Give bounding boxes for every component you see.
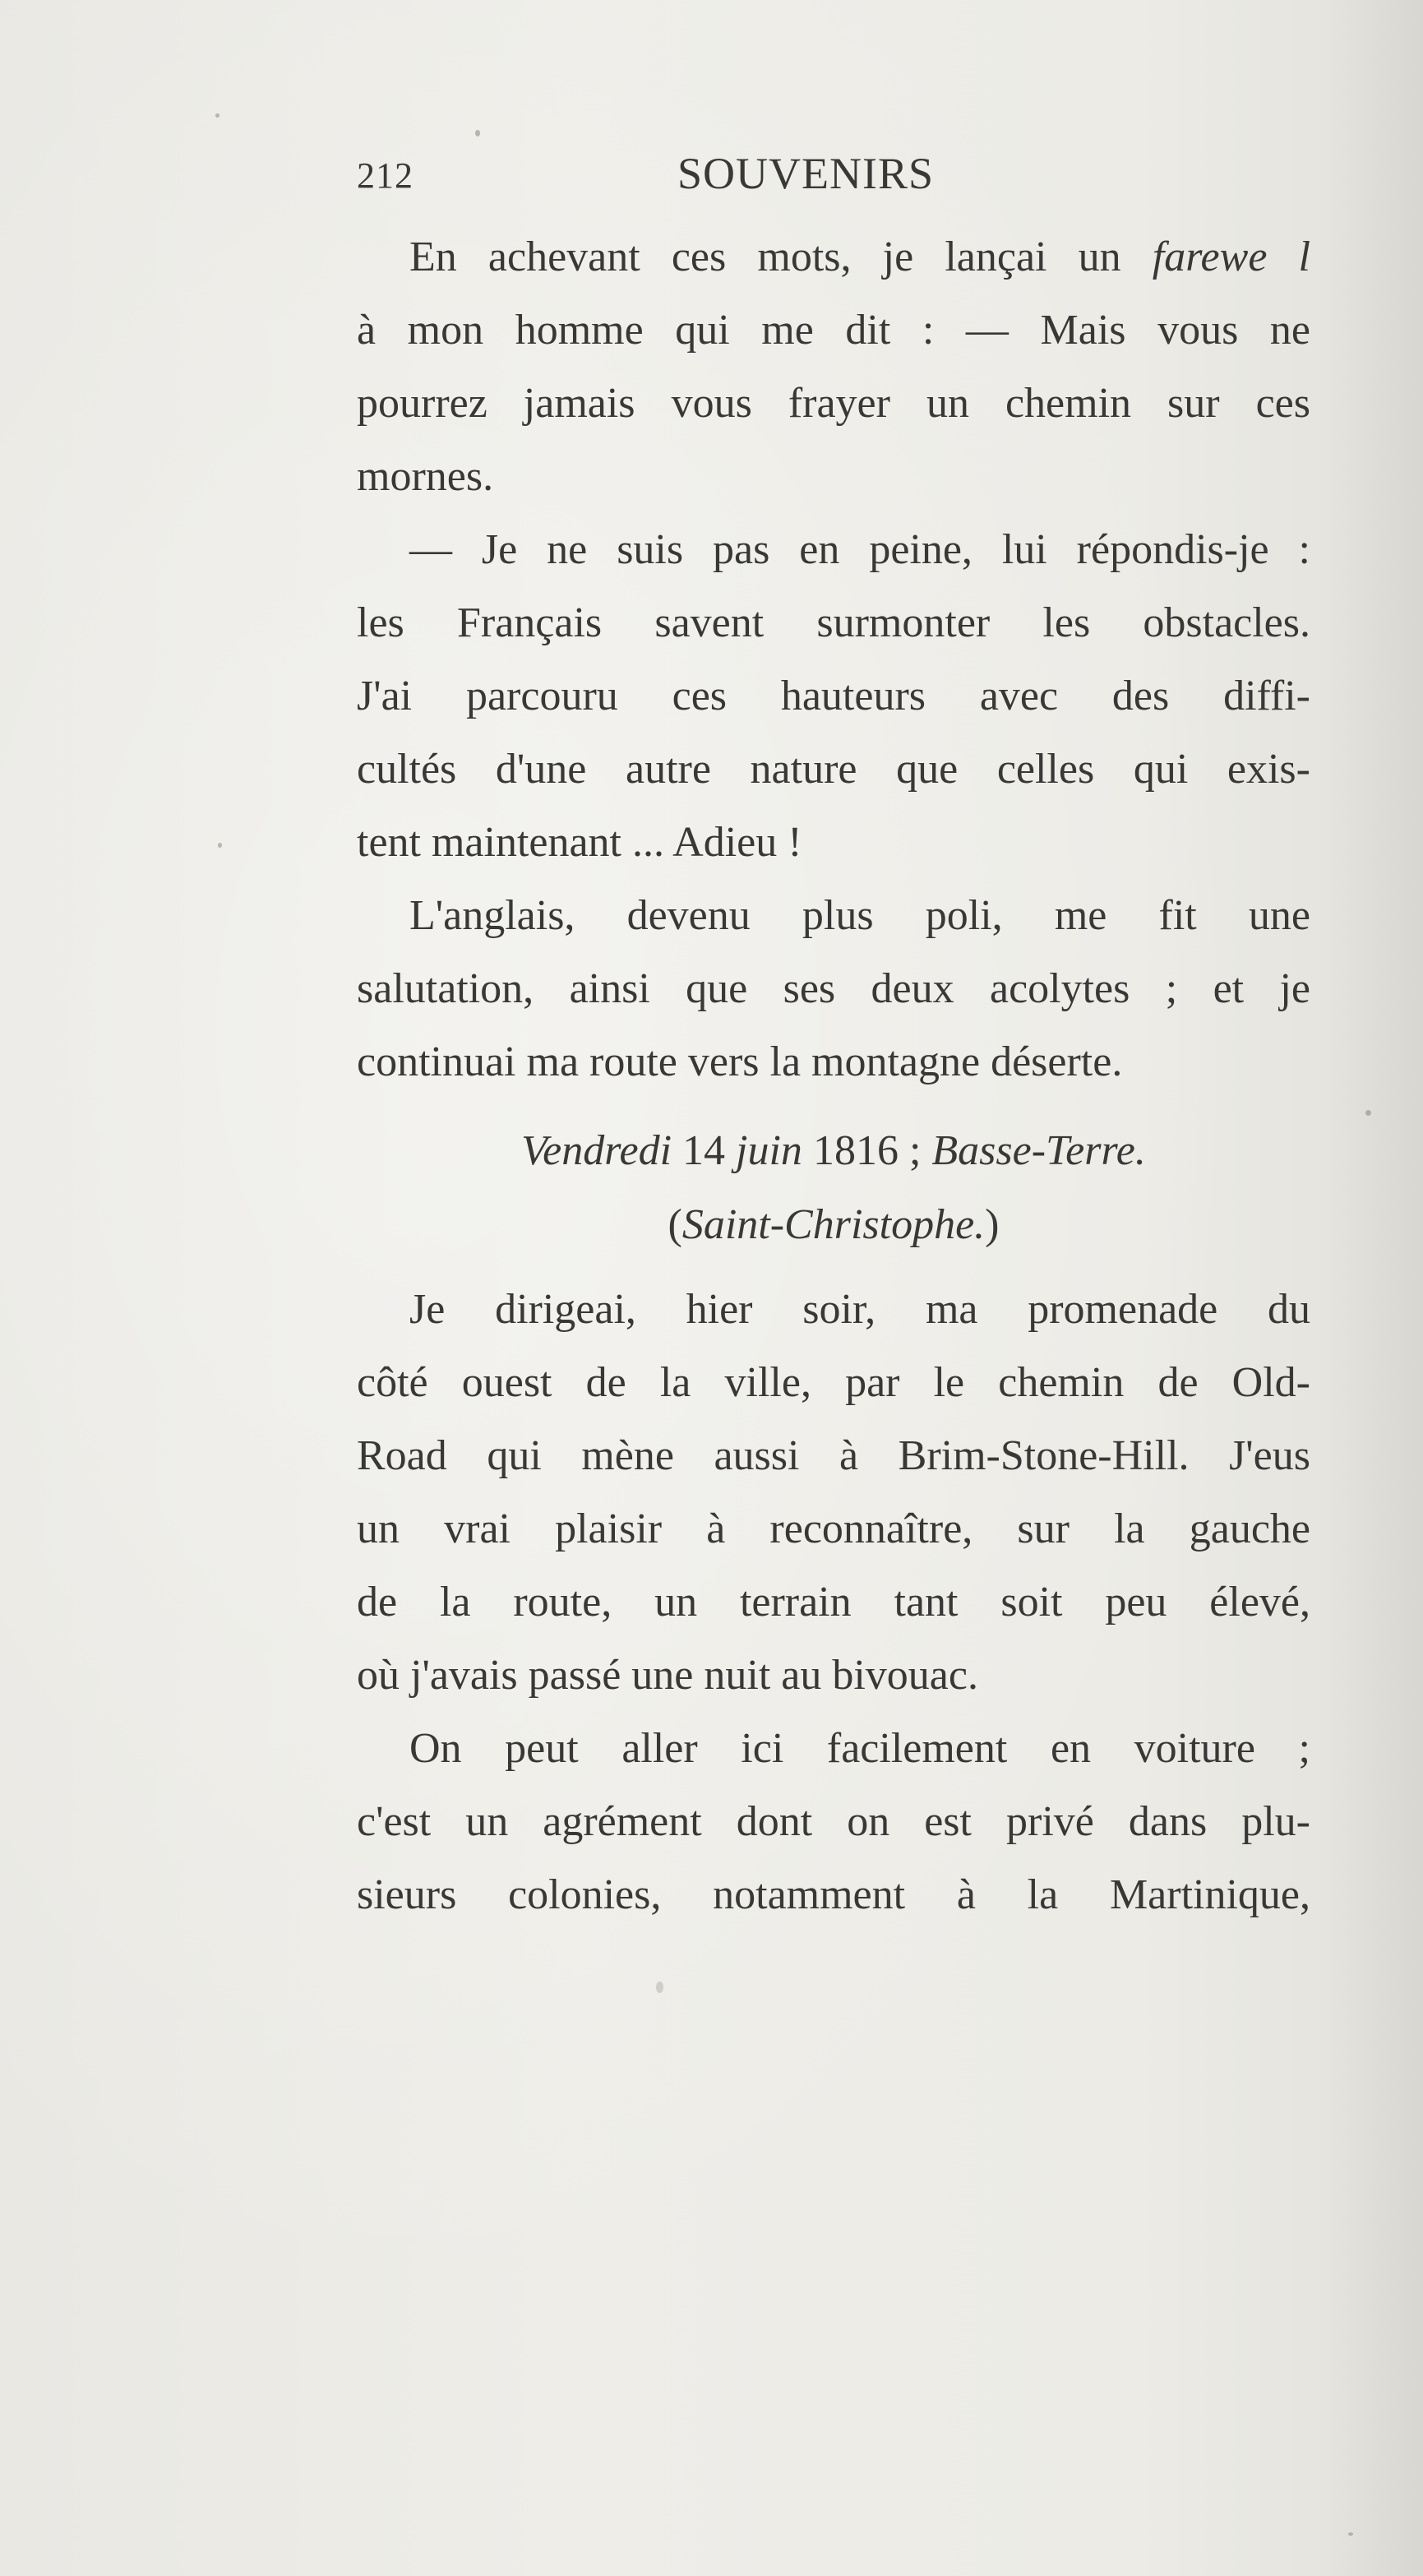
italic-word: farewe l — [1152, 234, 1310, 280]
text-run: En achevant ces mots, je lançai un — [409, 234, 1153, 280]
date-heading — [357, 1114, 1310, 1262]
text-line: Road qui mène aussi à Brim-Stone-Hill. J'eus — [357, 1432, 1310, 1479]
text-line: où j'avais passé une nuit au bivouac. — [357, 1652, 978, 1699]
paper-speck — [1365, 1110, 1371, 1116]
page-edge-shadow — [1324, 0, 1423, 2576]
text-line: mornes. — [357, 453, 494, 500]
paper-speck — [1348, 2532, 1353, 2536]
text-block-lower — [357, 1273, 1310, 1931]
text-line: cultés d'une autre nature que celles qui exis- — [357, 746, 1310, 793]
page-number: 212 — [357, 155, 414, 196]
date-place-2: Saint-Christophe. — [681, 1201, 986, 1248]
text-line: tent maintenant ... Adieu ! — [357, 819, 802, 866]
text-line: c'est un agrément dont on est privé dans plu- — [357, 1798, 1310, 1845]
text-line: — Je ne suis pas en peine, lui répondis-je : — [409, 526, 1310, 573]
paper-speck — [215, 113, 219, 118]
text-block-upper — [357, 220, 1310, 1098]
text-line: On peut aller ici facilement en voiture ; — [409, 1725, 1310, 1772]
text-line: de la route, un terrain tant soit peu élevé, — [357, 1579, 1310, 1626]
text-line: un vrai plaisir à reconnaître, sur la gauche — [357, 1505, 1310, 1552]
paren-close: ) — [985, 1201, 1000, 1248]
date-place: Basse-Terre. — [931, 1127, 1146, 1174]
date-heading-line — [357, 1188, 1310, 1262]
text-line: continuai ma route vers la montagne déserte. — [357, 1038, 1123, 1085]
text-line: salutation, ainsi que ses deux acolytes ; et je — [357, 965, 1310, 1012]
text-line: les Français savent surmonter les obstacles. — [357, 599, 1310, 646]
date-heading-line — [357, 1114, 1310, 1188]
text-line — [357, 220, 1310, 294]
date-month: juin — [736, 1127, 802, 1174]
page-header — [357, 148, 1179, 206]
date-year: 1816 ; — [802, 1127, 932, 1174]
text-line: Je dirigeai, hier soir, ma promenade du — [409, 1286, 1310, 1333]
text-line: L'anglais, devenu plus poli, me fit une — [409, 892, 1310, 939]
text-line: J'ai parcouru ces hauteurs avec des diffi- — [357, 673, 1310, 719]
text-line: pourrez jamais vous frayer un chemin sur ces — [357, 380, 1310, 427]
text-line: côté ouest de la ville, par le chemin de Old- — [357, 1359, 1310, 1406]
text-line: à mon homme qui me dit : — Mais vous ne — [357, 307, 1310, 354]
paper-speck — [475, 130, 480, 136]
text-line: sieurs colonies, notamment à la Martinique, — [357, 1871, 1310, 1918]
running-head: SOUVENIRS — [677, 149, 935, 198]
date-day: Vendredi — [521, 1127, 672, 1174]
paren-open: ( — [668, 1201, 682, 1248]
date-number: 14 — [672, 1127, 737, 1174]
paper-speck — [656, 1982, 663, 1993]
paper-speck — [218, 843, 222, 848]
